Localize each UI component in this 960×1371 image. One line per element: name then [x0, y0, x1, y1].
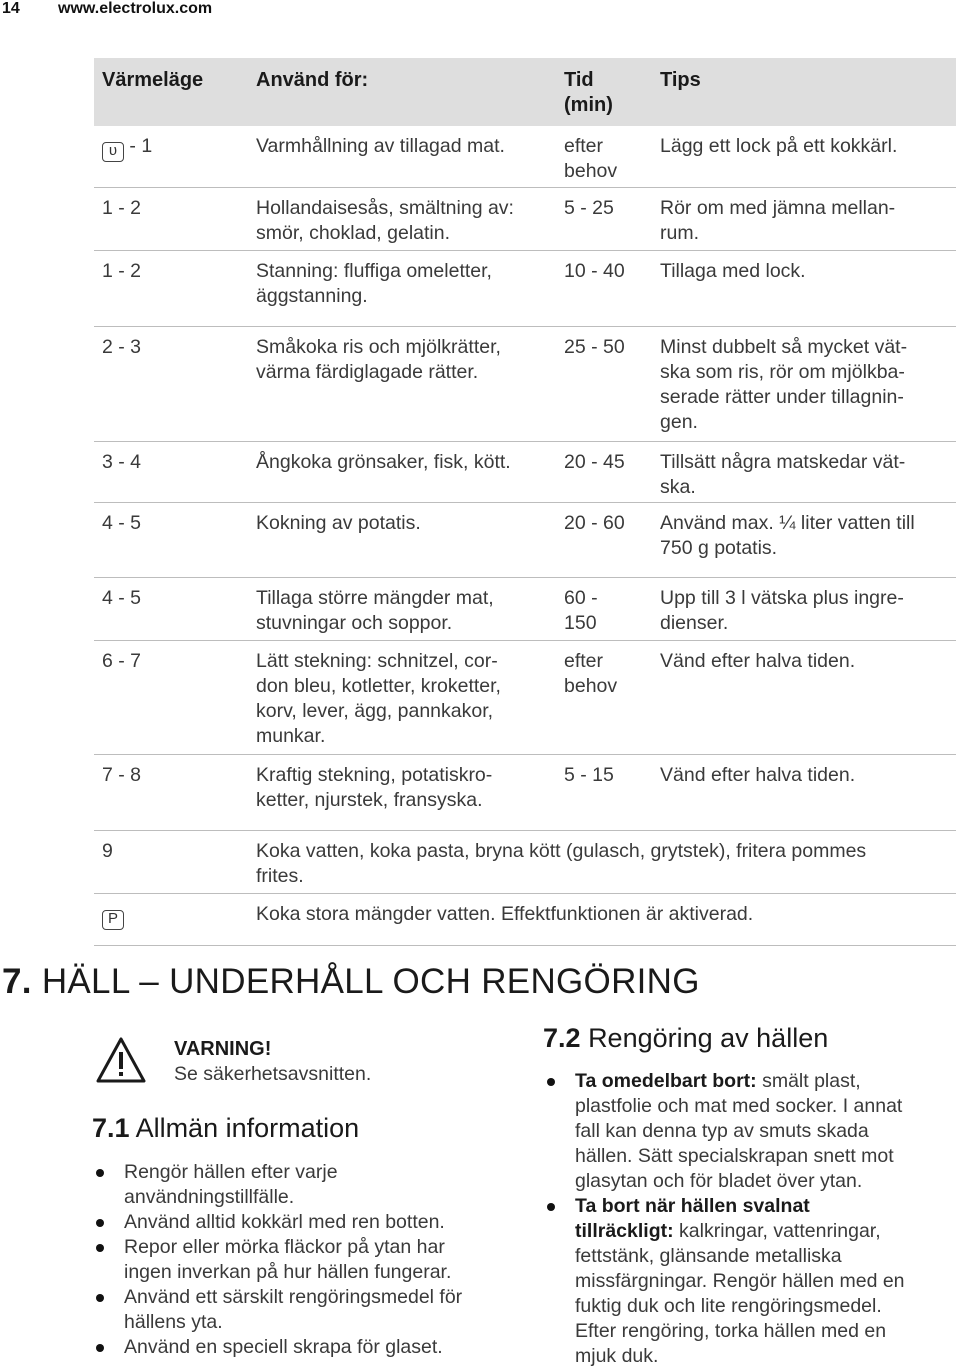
cell-level: 2 - 3: [102, 336, 142, 358]
cell-use: Kokning av potatis.: [256, 512, 421, 534]
header-time: Tid (min): [564, 69, 613, 116]
warning-text: Se säkerhetsavsnitten.: [174, 1063, 372, 1085]
section-title-text: HÄLL – UNDERHÅLL OCH RENGÖRING: [41, 962, 700, 1001]
subsection-title: [543, 1023, 828, 1054]
cleaning-list: [545, 1069, 955, 1369]
page-number: 14: [2, 0, 20, 17]
cell-level: 1 - 2: [102, 260, 142, 282]
cell-use: Småkoka ris och mjölkrätter, värma färdiglagade rätter.: [256, 336, 501, 383]
cell-tips: Tillaga med lock.: [660, 260, 806, 282]
cell-use: Lätt stekning: schnitzel, cor- don bleu, kotletter, kroketter, korv, lever, ägg, pannkakor, munkar.: [256, 650, 501, 747]
level-text: - 1: [129, 135, 153, 157]
cell-time: 20 - 45: [564, 451, 625, 473]
cell-time: efter behov: [564, 650, 618, 697]
cell-time: 25 - 50: [564, 336, 625, 358]
section-title: [2, 962, 700, 1002]
cell-tips: Vänd efter halva tiden.: [660, 650, 856, 672]
cell-level: [102, 902, 252, 930]
list-item-text: Repor eller mörka fläckor på ytan har ingen inverkan på hur hällen fungerar.: [124, 1236, 452, 1283]
section-number: 7.: [2, 962, 32, 1001]
keep-warm-icon: ᴜ: [102, 142, 124, 162]
cell-time: 5 - 15: [564, 764, 614, 786]
header-level: Värmeläge: [102, 69, 204, 91]
cell-tips: Upp till 3 l vätska plus ingre- dienser.: [660, 587, 904, 634]
cell-level: 7 - 8: [102, 764, 142, 786]
cell-time: 10 - 40: [564, 260, 625, 282]
site-url: www.electrolux.com: [58, 0, 213, 17]
subsection-title-text: Allmän information: [135, 1113, 360, 1143]
cell-use: Koka stora mängder vatten. Effektfunktionen är aktiverad.: [256, 903, 754, 925]
cell-level: [102, 134, 252, 162]
cell-level: 4 - 5: [102, 587, 142, 609]
table-row: [94, 327, 956, 442]
cell-level: 4 - 5: [102, 512, 142, 534]
cell-use: Ångkoka grönsaker, fisk, kött.: [256, 451, 511, 473]
table-row: [94, 894, 956, 946]
page-header: [0, 0, 960, 22]
subsection-title-text: Rengöring av hällen: [588, 1023, 829, 1053]
cell-level: 9: [102, 840, 113, 862]
cell-time: 5 - 25: [564, 197, 614, 219]
bullet-icon: [96, 1294, 104, 1302]
cell-time: efter behov: [564, 135, 618, 182]
list-item-text: Rengör hällen efter varje användningstillfälle.: [124, 1161, 338, 1208]
list-item-bold: Ta omedelbart bort:: [575, 1070, 757, 1092]
table-row: [94, 578, 956, 641]
cell-tips: Lägg ett lock på ett kokkärl.: [660, 135, 898, 157]
general-info-list: [94, 1160, 524, 1360]
cell-tips: Använd max. ¼ liter vatten till 750 g potatis.: [660, 512, 915, 559]
booster-p-icon: P: [102, 910, 124, 930]
bullet-icon: [96, 1344, 104, 1352]
list-item: [94, 1285, 524, 1335]
list-item: [545, 1194, 955, 1369]
list-item-text: smält plast, plastfolie och mat med socker. I annat fall kan denna typ av smuts skada hällen. Sätt specialskrapan snett mot glasytan och för bladet över ytan.: [575, 1070, 903, 1192]
list-item-text: Använd alltid kokkärl med ren botten.: [124, 1211, 445, 1233]
cell-use: Hollandaisesås, smältning av: smör, choklad, gelatin.: [256, 197, 514, 244]
subsection-number: 7.2: [543, 1023, 581, 1053]
header-tips: Tips: [660, 69, 701, 91]
list-item: [545, 1069, 955, 1194]
cell-level: 3 - 4: [102, 451, 142, 473]
cell-level: 1 - 2: [102, 197, 142, 219]
table-row: [94, 442, 956, 503]
table-header: [94, 58, 956, 126]
warning-title: VARNING!: [174, 1038, 272, 1060]
cell-use: Tillaga större mängder mat, stuvningar och soppor.: [256, 587, 494, 634]
table-row: [94, 126, 956, 188]
list-item-text: Använd en speciell skrapa för glaset.: [124, 1336, 443, 1358]
cell-use: Koka vatten, koka pasta, bryna kött (gulasch, grytstek), fritera pommes frites.: [256, 840, 867, 887]
cell-tips: Vänd efter halva tiden.: [660, 764, 856, 786]
cell-use: Stanning: fluffiga omeletter, äggstanning.: [256, 260, 492, 307]
list-item-text: kalkringar, vattenringar, fettstänk, glänsande metalliska missfärgningar. Rengör hällen med en fuktig duk och lite rengöringsmedel. Efter rengöring, torka hällen med en mjuk duk.: [575, 1220, 905, 1367]
list-item-bold: Ta bort när hällen svalnat tillräckligt:: [575, 1195, 810, 1242]
list-item: [94, 1235, 524, 1285]
cell-tips: Minst dubbelt så mycket vät- ska som ris, rör om mjölkba- serade rätter under tillagnin- gen.: [660, 336, 908, 433]
cell-use: Kraftig stekning, potatiskro- ketter, njurstek, fransyska.: [256, 764, 493, 811]
subsection-number: 7.1: [92, 1113, 130, 1143]
list-item: [94, 1210, 524, 1235]
list-item: [94, 1160, 524, 1210]
table-row: [94, 755, 956, 831]
table-row: [94, 641, 956, 755]
header-use: Använd för:: [256, 69, 369, 91]
cell-tips: Tillsätt några matskedar vät- ska.: [660, 451, 906, 498]
cell-level: 6 - 7: [102, 650, 142, 672]
bullet-icon: [96, 1169, 104, 1177]
table-row: [94, 831, 956, 894]
list-item: [94, 1335, 524, 1360]
bullet-icon: [547, 1203, 555, 1211]
table-row: [94, 251, 956, 327]
cell-tips: Rör om med jämna mellan- rum.: [660, 197, 896, 244]
subsection-title: [92, 1113, 359, 1144]
cell-time: 60 - 150: [564, 587, 598, 634]
warning-triangle-icon: [95, 1036, 147, 1084]
table-row: [94, 503, 956, 578]
bullet-icon: [547, 1078, 555, 1086]
cell-use: Varmhållning av tillagad mat.: [256, 135, 505, 157]
cell-time: 20 - 60: [564, 512, 625, 534]
heat-settings-table: [94, 58, 956, 946]
list-item-text: Använd ett särskilt rengöringsmedel för hällens yta.: [124, 1286, 463, 1333]
bullet-icon: [96, 1219, 104, 1227]
table-row: [94, 188, 956, 251]
bullet-icon: [96, 1244, 104, 1252]
